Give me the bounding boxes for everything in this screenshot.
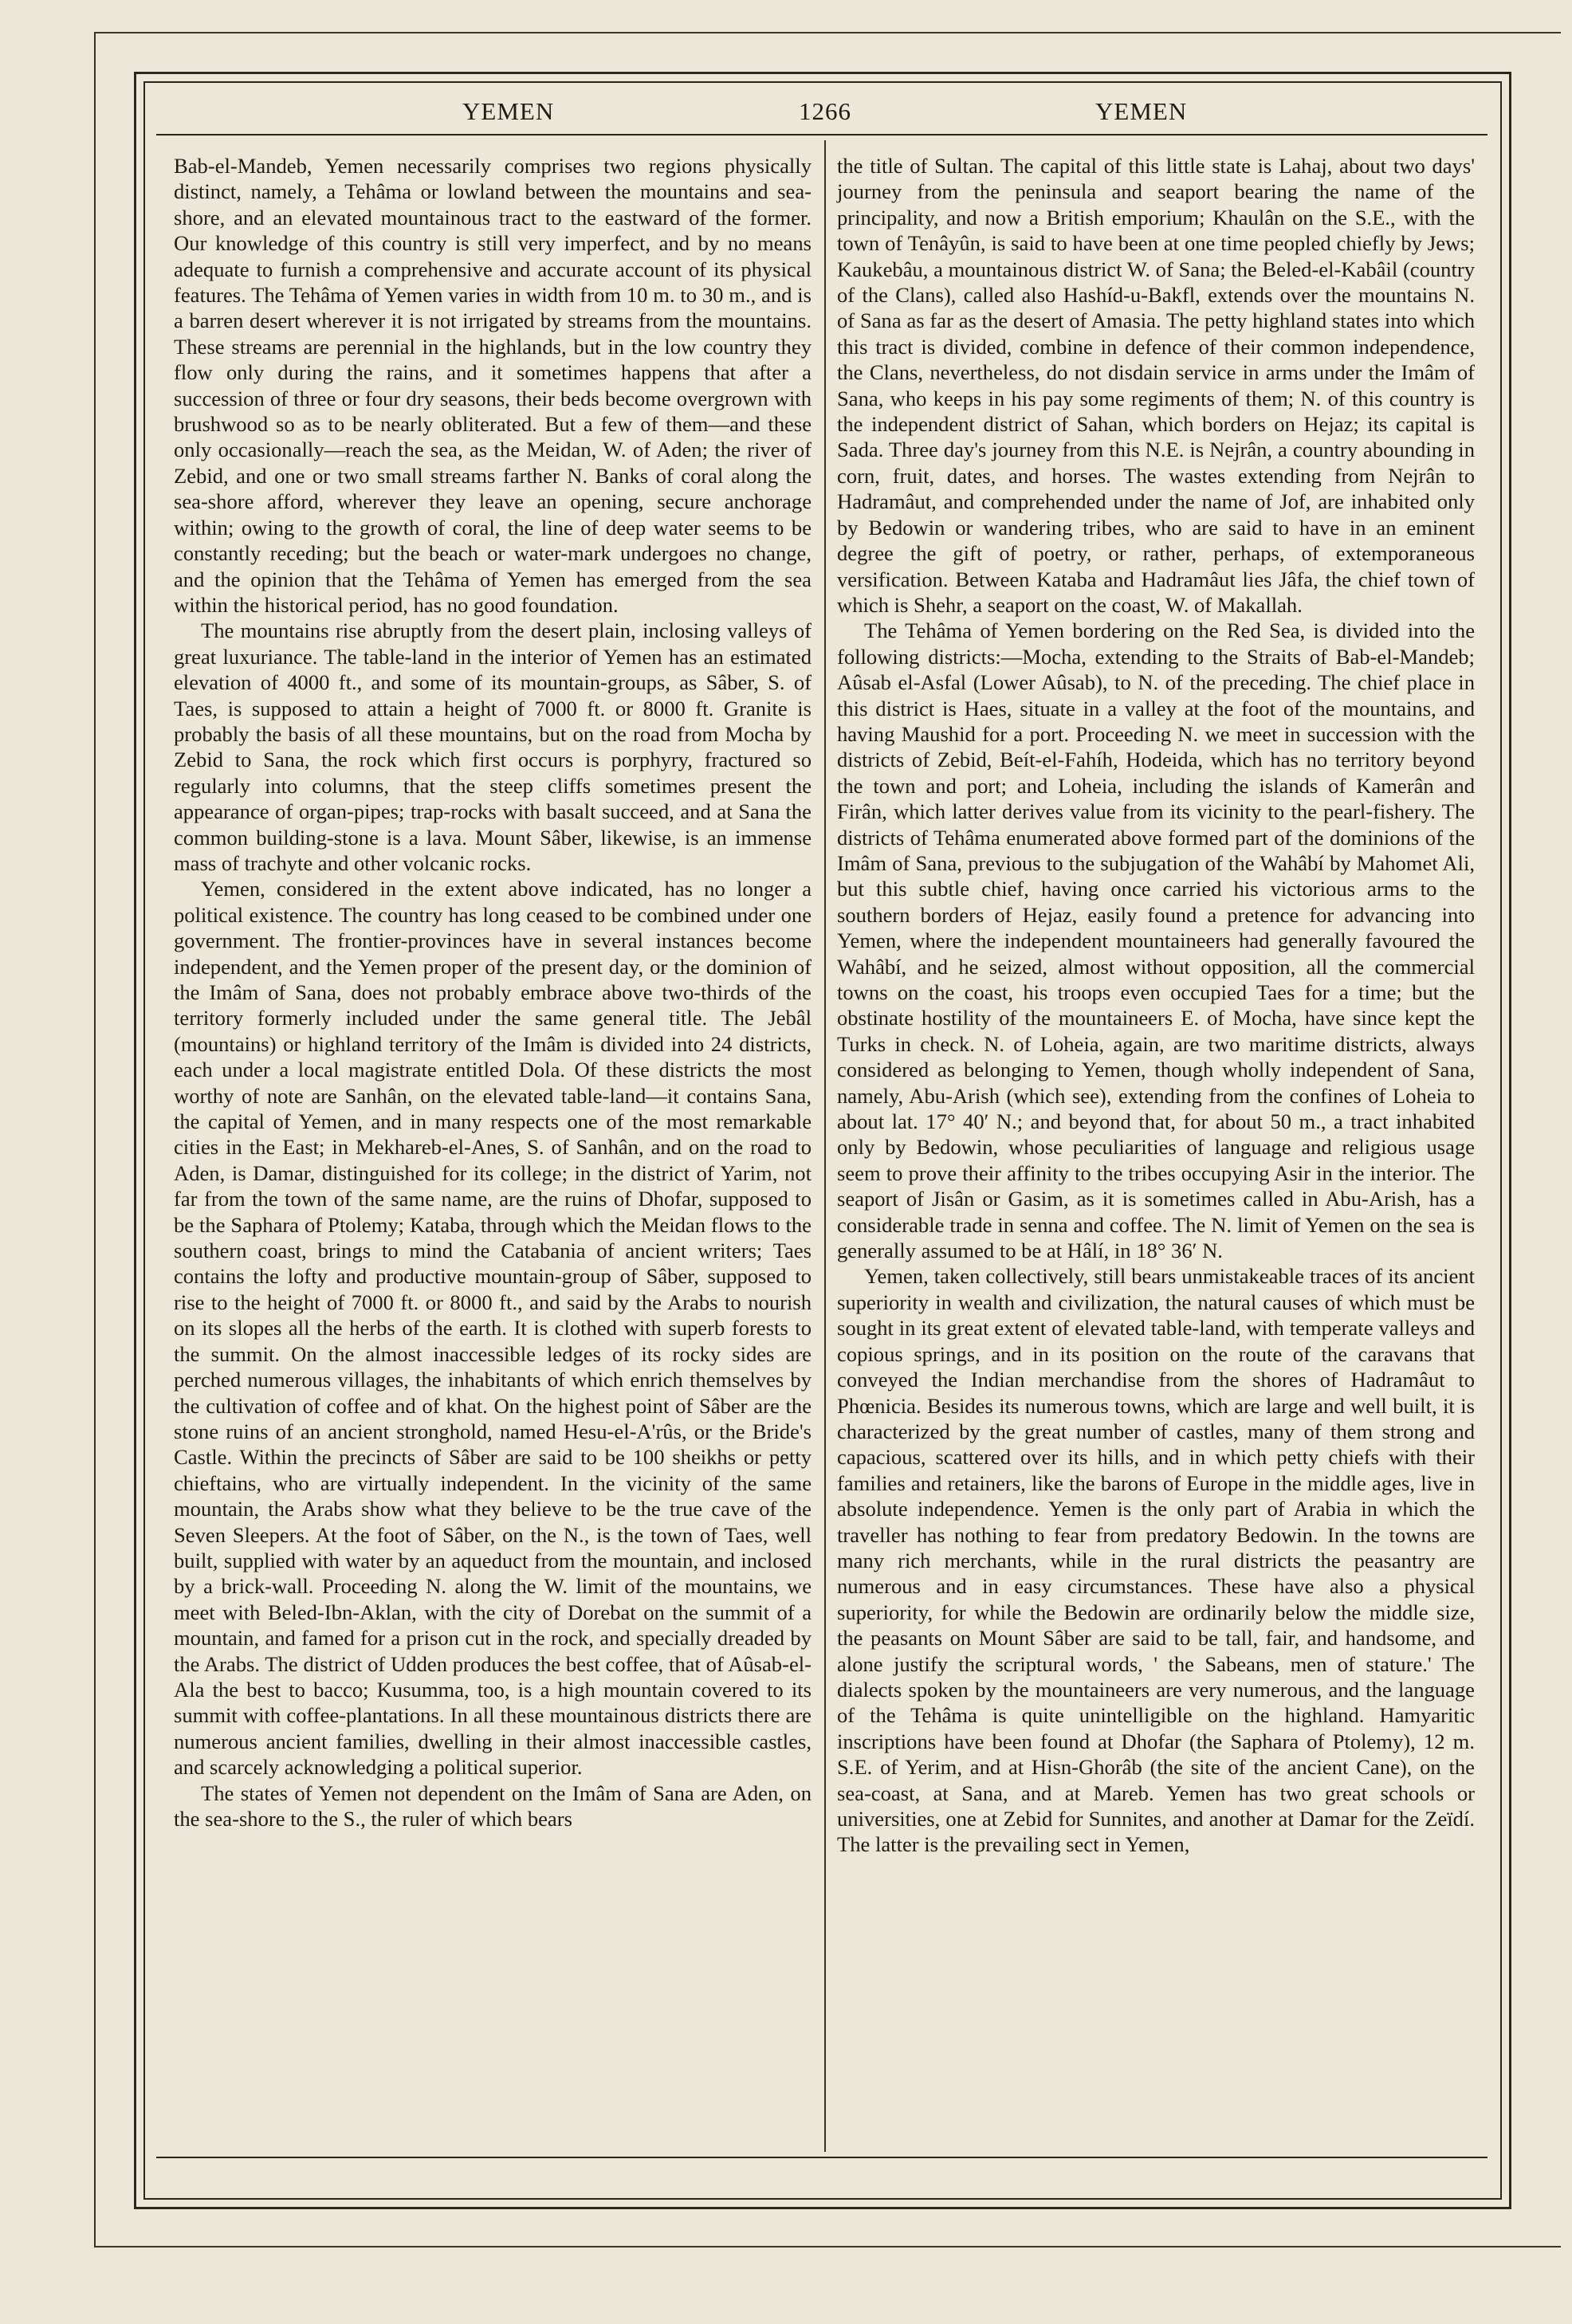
paragraph: the title of Sultan. The capital of this little state is Lahaj, about two days' journey from the peninsula and seaport bearing the name of the principality, and now a British emporium; Khaulân on the S.E., with the town of Tenâyûn, is said to have been at one time peopled chiefly by Jews; Kaukebâu, a mountainous district W. of Sana; the Beled-el-Kabâil (country of the Clans), called also Hashíd-u-Bakfl, extends over the mountains N. of Sana as far as the desert of Amasia. The petty highland states into which this tract is divided, combine in defence of their common independence, the Clans, nevertheless, do not disdain service in arms under the Imâm of Sana, who keeps in his pay some regiments of them; N. of this country is the independent district of Sahan, which borders on Hejaz; its capital is Sada. Three day's journey from this N.E. is Nejrân, a country abounding in corn, fruit, dates, and horses. The wastes extending from Nejrân to Hadramâut, and comprehended under the name of Jof, are inhabited only by Bedowin or wandering tribes, who are said to have in an eminent degree the gift of poetry, or rather, perhaps, of extemporaneous versification. Between Kataba and Hadramâut lies Jâfa, the chief town of which is Shehr, a seaport on the coast, W. of Makallah. bbox=[837, 154, 1475, 617]
column-divider bbox=[824, 140, 826, 2152]
right-column bbox=[837, 153, 1475, 1858]
page-number: 1266 bbox=[799, 97, 851, 125]
paragraph: Yemen, considered in the extent above indicated, has no longer a political existence. The country has long ceased to be combined under one government. The frontier-provinces have in several instances become independent, and the Yemen proper of the present day, or the dominion of the Imâm of Sana, does not probably embrace above two-thirds of the territory formerly included under the same general title. The Jebâl (mountains) or highland territory of the Imâm is divided into 24 districts, each under a local magistrate entitled Dola. Of these districts the most worthy of note are Sanhân, on the elevated table-land—it contains Sana, the capital of Yemen, and in many respects one of the most remarkable cities in the East; in Mekhareb-el-Anes, S. of Sanhân, and on the road to Aden, is Damar, distinguished for its college; in the district of Yarim, not far from the town of the same name, are the ruins of Dhofar, supposed to be the Saphara of Ptolemy; Kataba, through which the Meidan flows to the southern coast, brings to mind the Catabania of ancient writers; Taes contains the lofty and productive mountain-group of Sâber, supposed to rise to the height of 7000 ft. or 8000 ft., and said by the Arabs to nourish on its slopes all the herbs of the earth. It is clothed with superb forests to the summit. On the almost inaccessible ledges of its rocky sides are perched numerous villages, the inhabitants of which enrich themselves by the cultivation of coffee and of khat. On the highest point of Sâber are the stone ruins of an ancient stronghold, named Hesu-el-A'rûs, or the Bride's Castle. Within the precincts of Sâber are said to be 100 sheikhs or petty chieftains, who are virtually independent. In the vicinity of the same mountain, the Arabs show what they believe to be the true cave of the Seven Sleepers. At the foot of Sâber, on the N., is the town of Taes, well built, supplied with water by an aqueduct from the mountain, and inclosed by a brick-wall. Proceeding N. along the W. limit of the mountains, we meet with Beled-Ibn-Aklan, with the city of Dorebat on the summit of a mountain, and famed for a prison cut in the rock, and specially dreaded by the Arabs. The district of Udden produces the best coffee, that of Aûsab-el-Ala the best to bacco; Kusumma, too, is a high mountain covered to its summit with coffee-plantations. In all these mountainous districts there are numerous ancient families, dwelling in their almost inaccessible castles, and scarcely acknowledging a political superior. bbox=[174, 877, 812, 1780]
paragraph: The states of Yemen not dependent on the Imâm of Sana are Aden, on the sea-shore to the S., the ruler of which bears bbox=[174, 1780, 812, 1831]
paragraph: The Tehâma of Yemen bordering on the Red Sea, is divided into the following districts:—Mocha, extending to the Straits of Bab-el-Mandeb; Aûsab el-Asfal (Lower Aûsab), to N. of the preceding. The chief place in this district is Haes, situate in a valley at the foot of the mountains, and having Maushid for a port. Proceeding N. we meet in succession with the districts of Zebid, Beít-el-Fahíh, Hodeida, which has no territory beyond the town and port; and Loheia, including the islands of Kamerân and Firân, which latter derives value from its vicinity to the pearl-fishery. The districts of Tehâma enumerated above formed part of the dominions of the Imâm of Sana, previous to the subjugation of the Wahâbí by Mahomet Ali, but this subtle chief, having once carried his victorious arms to the southern borders of Hejaz, easily found a pretence for advancing into Yemen, where the independent mountaineers had generally favoured the Wahâbí, and he seized, almost without opposition, all the commercial towns on the coast, his troops even occupied Taes for a time; but the obstinate hostility of the mountaineers E. of Mocha, have since kept the Turks in check. N. of Loheia, again, are two maritime districts, always considered as belonging to Yemen, though wholly independent of Sana, namely, Abu-Arish (which see), extending from the confines of Loheia to about lat. 17° 40′ N.; and beyond that, for about 50 m., a tract inhabited only by Bedowin, whose peculiarities of language and religious usage seem to prove their affinity to the tribes occupying Asir in the interior. The seaport of Jisân or Gasim, as it is sometimes called in Abu-Arish, has a considerable trade in senna and coffee. The N. limit of Yemen on the sea is generally assumed to be at Hâlí, in 18° 36′ N. bbox=[837, 618, 1475, 1263]
header-rule bbox=[156, 134, 1488, 135]
paragraph: The mountains rise abruptly from the desert plain, inclosing valleys of great luxuriance. The table-land in the interior of Yemen has an estimated elevation of 4000 ft., and some of its mountain-groups, as Sâber, S. of Taes, is supposed to attain a height of 7000 ft. or 8000 ft. Granite is probably the basis of all these mountains, but on the road from Mocha by Zebid to Sana, the rock which first occurs is porphyry, fractured so regularly into columns, that the steep cliffs sometimes present the appearance of organ-pipes; trap-rocks with basalt succeed, and at Sana the common building-stone is a lava. Mount Sâber, likewise, is an immense mass of trachyte and other volcanic rocks. bbox=[174, 618, 812, 875]
left-column bbox=[174, 153, 812, 1831]
header-right-title: YEMEN bbox=[1095, 97, 1188, 125]
paragraph: Yemen, taken collectively, still bears unmistakeable traces of its ancient superiority in wealth and civilization, the natural causes of which must be sought in its great extent of elevated table-land, with temperate valleys and copious springs, and in its position on the route of the caravans that conveyed the Indian merchandise from the shores of Hadramâut to Phœnicia. Besides its numerous towns, which are large and well built, it is characterized by the great number of castles, many of them strong and capacious, scattered over its hills, and in which petty chiefs with their families and retainers, like the barons of Europe in the middle ages, live in absolute independence. Yemen is the only part of Arabia in which the traveller has nothing to fear from predatory Bedowin. In the towns are many rich merchants, while in the rural districts the peasantry are numerous and in easy circumstances. These have also a physical superiority, for while the Bedowin are ordinarily below the middle size, the peasants on Mount Sâber are said to be tall, fair, and handsome, and alone justify the scriptural words, ' the Sabeans, men of stature.' The dialects spoken by the mountaineers are very numerous, and the language of the Tehâma is quite unintelligible on the highland. Hamyaritic inscriptions have been found at Dhofar (the Saphara of Ptolemy), 12 m. S.E. of Yerim, and at Hisn-Ghorâb (the site of the ancient Cane), on the sea-coast, at Sana, and at Mareb. Yemen has two great schools or universities, one at Zebid for Sunnites, and another at Damar for the Zeïdí. The latter is the prevailing sect in Yemen, bbox=[837, 1264, 1475, 1857]
outer-top-rule bbox=[94, 32, 1561, 33]
outer-left-rule bbox=[94, 32, 96, 2246]
paragraph: Bab-el-Mandeb, Yemen necessarily comprises two regions physically distinct, namely, a Tehâma or lowland between the mountains and sea-shore, and an elevated mountainous tract to the eastward of the former. Our knowledge of this country is still very imperfect, and by no means adequate to furnish a comprehensive and accurate account of its physical features. The Tehâma of Yemen varies in width from 10 m. to 30 m., and is a barren desert wherever it is not irrigated by streams from the mountains. These streams are perennial in the highlands, but in the low country they flow only during the rains, and it sometimes happens that after a succession of three or four dry seasons, their beds become overgrown with brushwood so as to be nearly obliterated. But a few of them—and these only occasionally—reach the sea, as the Meidan, W. of Aden; the river of Zebid, and one or two small streams farther N. Banks of coral along the sea-shore afford, wherever they leave an opening, secure anchorage within; owing to the growth of coral, the line of deep water seems to be constantly receding; but the beach or water-mark undergoes no change, and the opinion that the Tehâma of Yemen has emerged from the sea within the historical period, has no good foundation. bbox=[174, 154, 812, 617]
header-left-title: YEMEN bbox=[462, 97, 555, 125]
footer-rule bbox=[156, 2157, 1488, 2158]
running-header bbox=[159, 94, 1486, 129]
outer-bottom-rule bbox=[94, 2246, 1561, 2247]
